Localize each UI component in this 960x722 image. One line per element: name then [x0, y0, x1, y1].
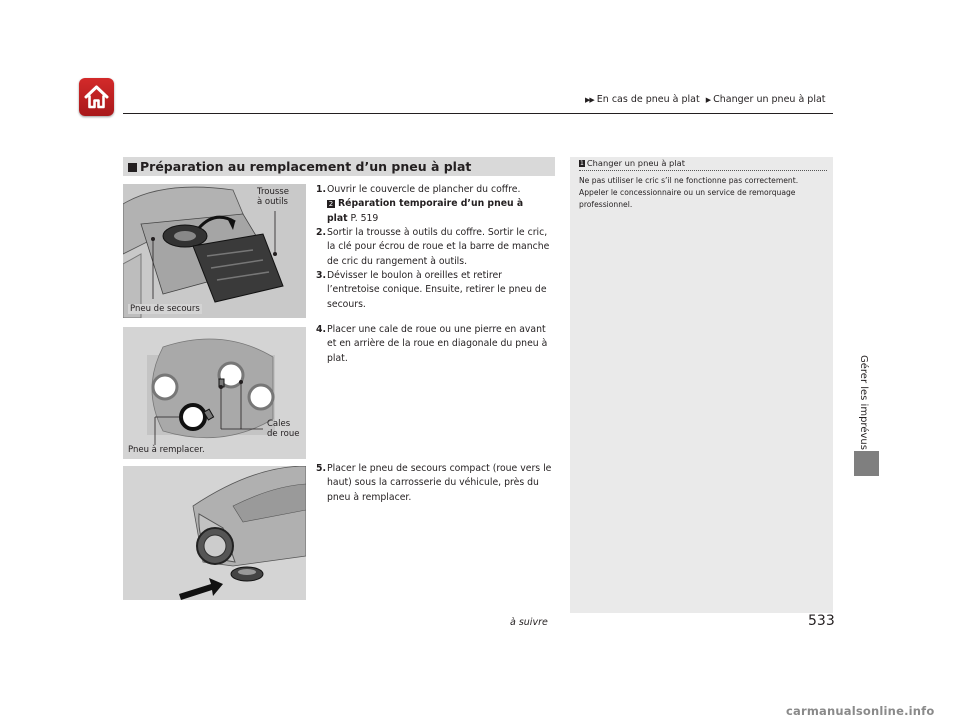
- watermark: carmanualsonline.info: [786, 704, 935, 718]
- label-spare-tire: Pneu de secours: [130, 304, 200, 314]
- step-number: 3.: [316, 270, 327, 281]
- figure-spare-under-car: [123, 466, 306, 600]
- step-number: 5.: [316, 463, 327, 474]
- home-icon: [79, 78, 114, 116]
- chapter-tab-label: Gérer les imprévus: [858, 355, 869, 450]
- header-divider: [123, 113, 833, 114]
- car-side-illustration: [123, 466, 306, 600]
- continued-label: à suivre: [510, 617, 548, 628]
- note-text: Ne pas utiliser le cric s’il ne fonctionne pas correctement. Appeler le concessionnaire ou un service de remorquage professionnel.: [579, 176, 799, 209]
- section-title: Préparation au remplacement d’un pneu à plat: [128, 159, 471, 174]
- callout-lines-fig1: [123, 184, 306, 318]
- label-tool-kit: Trousse à outils: [257, 187, 289, 207]
- step-4: 4. Placer une cale de roue ou une pierre en avant et en arrière de la roue en diagonale du pneu à plat.: [316, 324, 548, 364]
- square-bullet-icon: [128, 163, 137, 172]
- step-number: 1.: [316, 184, 327, 195]
- home-button[interactable]: [79, 78, 114, 116]
- step-2: 2. Sortir la trousse à outils du coffre. Sortir le cric, la clé pour écrou de roue et la barre de manche de cric du rangement à outils.: [316, 227, 550, 267]
- page-number: 533: [808, 613, 835, 629]
- step-number: 2.: [316, 227, 327, 238]
- breadcrumb-link-section[interactable]: En cas de pneu à plat: [596, 94, 700, 105]
- label-wheel-chocks: Cales de roue: [267, 419, 300, 439]
- step-number: 4.: [316, 324, 327, 335]
- double-arrow-icon: ▶▶: [585, 96, 594, 104]
- breadcrumb: [585, 94, 826, 105]
- notes-panel: [570, 157, 833, 613]
- breadcrumb-link-topic[interactable]: Changer un pneu à plat: [713, 94, 826, 105]
- reference-arrow-icon: 2: [328, 200, 334, 209]
- step-5: 5. Placer le pneu de secours compact (roue vers le haut) sous la carrosserie du véhicule, près du pneu à remplacer.: [316, 463, 552, 503]
- chapter-tab[interactable]: [854, 451, 879, 476]
- label-tire-to-replace: Pneu à remplacer.: [128, 445, 205, 455]
- callout-lines-fig2: [123, 327, 306, 459]
- note-title: 1 Changer un pneu à plat: [580, 158, 685, 168]
- step-1: 1. Ouvrir le couvercle de plancher du coffre. 2 Réparation temporaire d’un pneu à plat P. 519: [316, 183, 556, 226]
- note-divider: [579, 170, 827, 171]
- arrow-icon: ▶: [705, 96, 711, 104]
- cross-reference-link[interactable]: 2 Réparation temporaire d’un pneu à plat P. 519: [327, 198, 524, 224]
- step-3: 3. Dévisser le boulon à oreilles et retirer l’entretoise conique. Ensuite, retirer le pneu de secours.: [316, 270, 547, 310]
- note-number-badge: 1: [580, 160, 584, 167]
